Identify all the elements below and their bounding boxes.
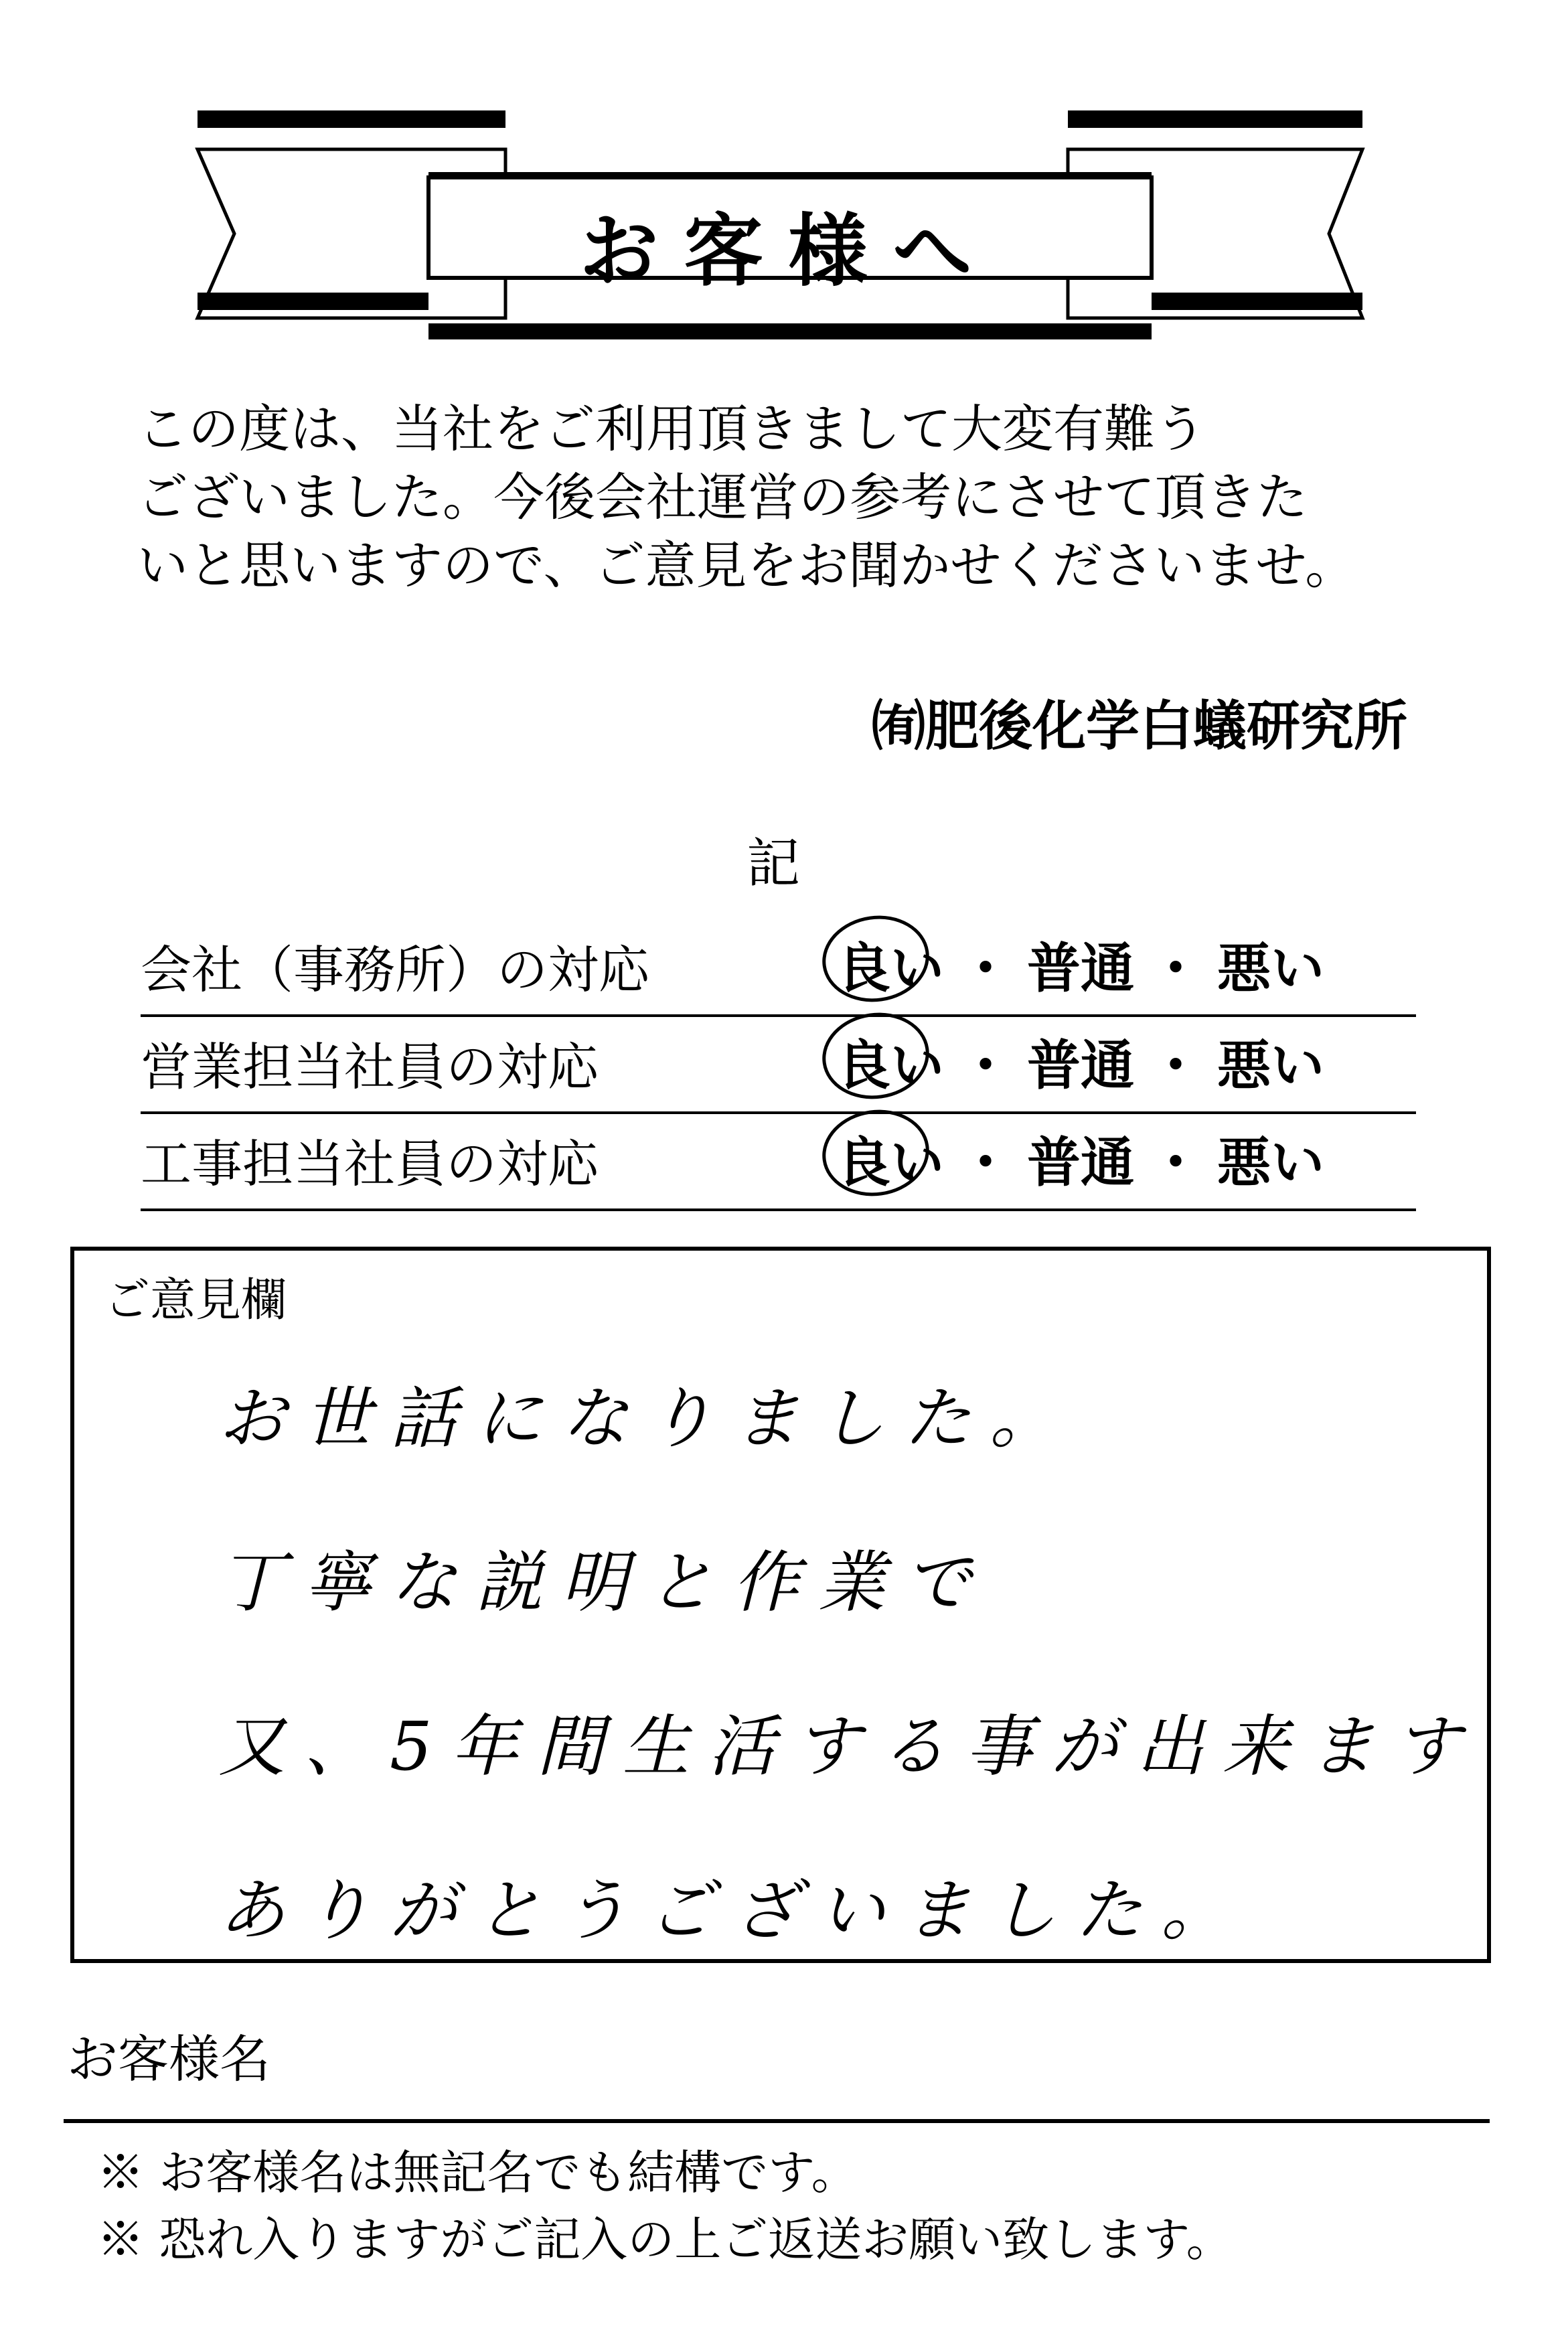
- option-bad[interactable]: 悪い: [1217, 1034, 1324, 1097]
- rating-label: 工事担当社員の対応: [141, 1134, 599, 1194]
- intro-line: いと思いますので、ご意見をお聞かせくださいませ。: [137, 536, 1356, 595]
- comment-line: 丁寧な説明と作業で: [218, 1543, 990, 1622]
- customer-name-label: お客様名: [67, 2029, 270, 2089]
- option-bad[interactable]: 悪い: [1217, 937, 1324, 1000]
- comment-line: 又、5年間生活する事が出来ます: [218, 1707, 1480, 1786]
- option-normal[interactable]: 普通: [1027, 937, 1134, 1000]
- option-bad[interactable]: 悪い: [1217, 1131, 1324, 1194]
- customer-name-field[interactable]: [64, 2119, 1490, 2123]
- option-normal[interactable]: 普通: [1027, 1034, 1134, 1097]
- rating-row-office: [141, 921, 1416, 1017]
- footnotes: [97, 2139, 1233, 2273]
- intro-line: ございました。今後会社運営の参考にさせて頂きた: [137, 467, 1308, 527]
- rating-options: 良い ・ 普通 ・ 悪い: [837, 1022, 1324, 1099]
- record-mark: 記: [747, 832, 800, 894]
- comment-line: ありがとうございました。: [218, 1871, 1247, 1950]
- option-normal[interactable]: 普通: [1027, 1131, 1134, 1194]
- intro-line: この度は、当社をご利用頂きまして大変有難う: [137, 399, 1206, 459]
- rating-row-construction: [141, 1115, 1416, 1211]
- option-good-selected[interactable]: 良い: [837, 925, 944, 1002]
- handwritten-comment: [218, 1364, 1480, 2021]
- footnote: ※ 恐れ入りますがご記入の上ご返送お願い致します。: [97, 2212, 1233, 2267]
- intro-paragraph: [137, 395, 1439, 600]
- rating-options: 良い ・ 普通 ・ 悪い: [837, 925, 1324, 1002]
- comment-line: お世話になりました。: [218, 1379, 1075, 1458]
- company-name: ㈲肥後化学白蟻研究所: [872, 695, 1407, 757]
- option-good-selected[interactable]: 良い: [837, 1022, 944, 1099]
- rating-label: 営業担当社員の対応: [141, 1037, 599, 1097]
- rating-row-sales: [141, 1018, 1416, 1114]
- comment-label: ご意見欄: [104, 1274, 287, 1327]
- rating-options: 良い ・ 普通 ・ 悪い: [837, 1119, 1324, 1196]
- comment-box[interactable]: [70, 1247, 1491, 1963]
- rating-label: 会社（事務所）の対応: [141, 940, 649, 1000]
- option-good-selected[interactable]: 良い: [837, 1119, 944, 1196]
- banner-title: お客様へ: [579, 204, 998, 297]
- footnote: ※ お客様名は無記名でも結構です。: [97, 2145, 858, 2200]
